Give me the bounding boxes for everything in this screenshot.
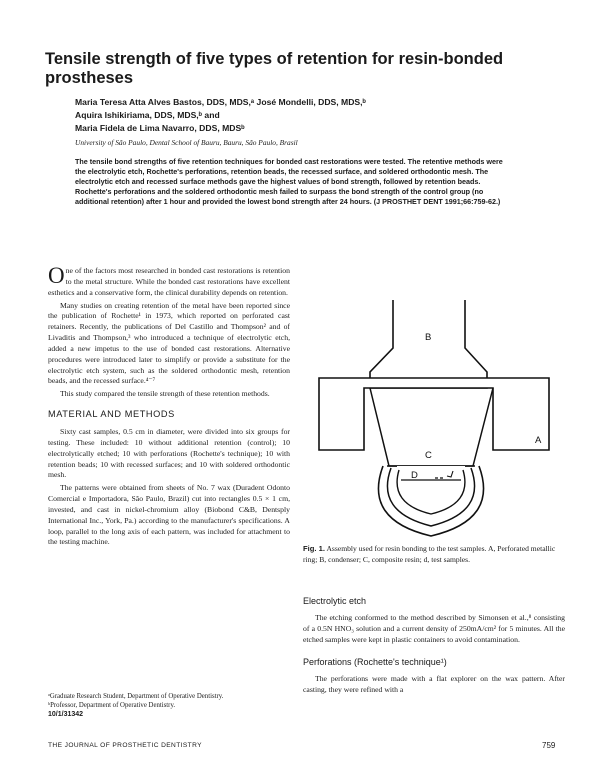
- footnote-b: ᵇProfessor, Department of Operative Dentistry.: [48, 701, 176, 709]
- intro-paragraph: [48, 263, 290, 299]
- label-c: C: [425, 450, 432, 461]
- drop-cap: O: [48, 263, 65, 288]
- condenser-shape: [370, 300, 487, 388]
- intro-paragraph: Many studies on creating retention of the metal have been reported since the publication of Rochette¹ in 1973, which reported on perforated cast retainers. Recently, the publications of Del Castillo and Thompson² and of Livaditis and Thompson,³ who introduced a technique of electrolytic etch, added a new impetus to the use of bonded cast restorations. Alternative procedures were introduced later to simplify or provide a substitute for the electrolytic etch system, such as the soldered orthodontic mesh, retention beads, and the recessed surface.⁴⁻⁷: [48, 300, 290, 386]
- author-line: Aquira Ishikiriama, DDS, MDS,ᵇ and: [75, 110, 220, 120]
- perforations-paragraph: The perforations were made with a flat explorer on the wax pattern. After casting, they were refined with a: [303, 674, 565, 695]
- page-number: 759: [542, 741, 556, 750]
- author-list: [75, 96, 575, 135]
- footnote-a: ᵃGraduate Research Student, Department of Operative Dentistry.: [48, 693, 224, 700]
- abstract: The tensile bond strengths of five retention techniques for bonded cast restorations were tested. The retentive methods were the electrolytic etch, Rochette's perforations, retention beads, the recessed surface, and soldered orthodontic mesh. The electrolytic etch and recessed surface methods gave the highest values of bond strength, followed by retention beads. Rochette's perforations and the soldered orthodontic mesh failed to surpass the bond strength of the control group (no additional retention) after 1 hour and provided the lowest bond strength after 24 hours. (J PROSTHET DENT 1991;66:759-62.): [75, 157, 503, 206]
- author-line: Maria Fidela de Lima Navarro, DDS, MDSᵇ: [75, 123, 245, 133]
- caption-text: Assembly used for resin bonding to the test samples. A, Perforated metallic ring; B, condenser; C, composite resin; d, test samples.: [303, 544, 556, 564]
- perforations-heading: Perforations (Rochette's technique¹): [303, 657, 447, 668]
- right-column: [303, 596, 565, 696]
- methods-heading: MATERIAL AND METHODS: [48, 409, 175, 420]
- intro-text: ne of the factors most researched in bonded cast restorations is retention to the metal structure. While the bonded cast restorations have excellent esthetics and a conservative form, the clinical durability depends on retention.: [48, 266, 290, 297]
- methods-paragraph: Sixty cast samples, 0.5 cm in diameter, were divided into six groups for testing. These included: 10 without additional retention (control); 10 electrolytically etched; 10 with perforations (Rochette's technique); 10 with retention beads; 10 with recessed surfaces; and 10 with soldered orthodontic mesh.: [48, 426, 290, 480]
- article-title: Tensile strength of five types of retention for resin-bonded prostheses: [45, 50, 504, 87]
- left-column: [48, 263, 290, 550]
- journal-name: THE JOURNAL OF PROSTHETIC DENTISTRY: [48, 742, 202, 749]
- footnotes: [48, 693, 290, 720]
- label-b: B: [425, 332, 432, 343]
- metallic-ring: [319, 378, 549, 450]
- caption-label: Fig. 1.: [303, 544, 325, 553]
- article-code: 10/1/31342: [48, 710, 84, 718]
- label-a: A: [535, 435, 542, 446]
- methods-paragraph: The patterns were obtained from sheets of No. 7 wax (Duradent Odonto Comercial e Importadora, São Paulo, Brazil) cut into rectangles 0.5 × 1 cm, invested, and cast in nickel-chromium alloy (Biobond C&B, Dentsply International Inc., York, Pa.) according to the manufacturer's specifications. A loop, parallel to the long axis of each pattern, was included for attachment to the testing machine.: [48, 483, 290, 547]
- label-d: D: [411, 470, 418, 481]
- affiliation: University of São Paulo, Dental School of Bauru, Bauru, São Paulo, Brasil: [75, 138, 298, 147]
- test-sample-area: [397, 466, 465, 480]
- figure-caption: [303, 544, 565, 565]
- intro-paragraph: This study compared the tensile strength of these retention methods.: [60, 389, 270, 399]
- author-line: Maria Teresa Atta Alves Bastos, DDS, MDS,ᵃ José Mondelli, DDS, MDS,ᵇ: [75, 97, 366, 107]
- etch-heading: Electrolytic etch: [303, 596, 367, 606]
- figure-assembly-diagram: [303, 300, 568, 540]
- etch-paragraph: The etching conformed to the method described by Simonsen et al.,⁸ consisting of a 0.5N HNO₃ solution and a current density of 250mA/cm² for 5 minutes. All the etched samples were kept in plastic containers to avoid contamination.: [303, 612, 565, 644]
